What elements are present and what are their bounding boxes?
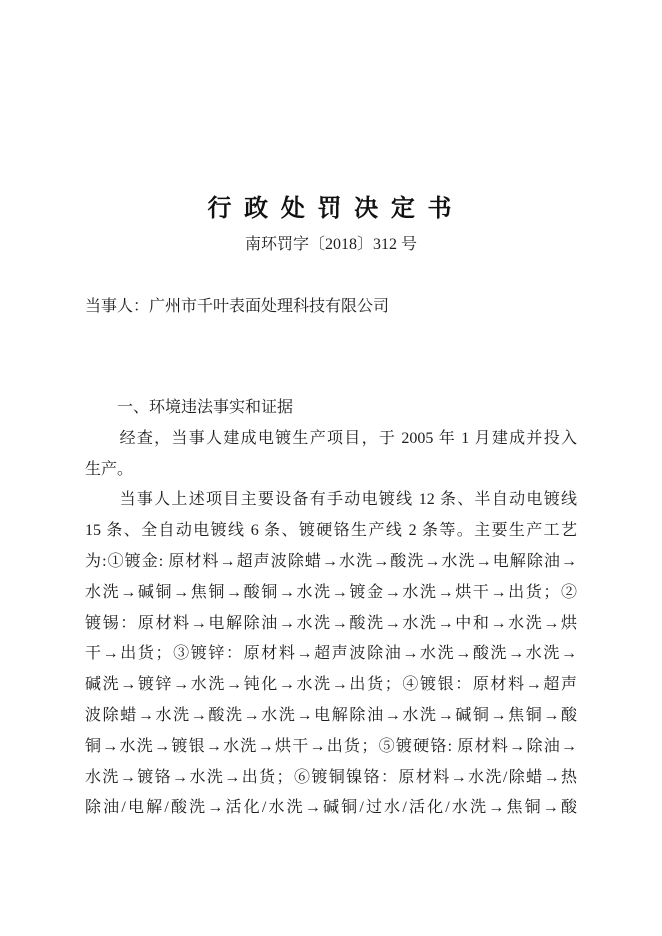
document-line: 经查，当事人建成电镀生产项目，于 2005 年 1 月建成并投入 <box>85 429 577 447</box>
document-line: 碱洗→镀锌→水洗→钝化→水洗→出货；④镀银：原材料→超声 <box>85 676 577 694</box>
document-line: 水洗→碱铜→焦铜→酸铜→水洗→镀金→水洗→烘干→出货；② <box>85 583 577 601</box>
document-line: 铜→水洗→镀银→水洗→烘干→出货；⑤镀硬铬: 原材料→除油→ <box>85 737 577 755</box>
document-line: 水洗→镀铬→水洗→出货；⑥镀铜镍铬：原材料→水洗/除蜡→热 <box>85 768 577 786</box>
document-line: 生产。 <box>85 460 134 478</box>
party-line: 当事人：广州市千叶表面处理科技有限公司 <box>85 298 390 315</box>
document-line: 一、环境违法事实和证据 <box>85 399 294 416</box>
document-line: 当事人上述项目主要设备有手动电镀线 12 条、半自动电镀线 <box>85 491 577 509</box>
document-line: 波除蜡→水洗→酸洗→水洗→电解除油→水洗→碱铜→焦铜→酸 <box>85 706 577 724</box>
document-title: 行 政 处 罚 决 定 书 <box>207 195 455 222</box>
document-line: 除油/电解/酸洗→活化/水洗→碱铜/过水/活化/水洗→焦铜→酸 <box>85 799 577 817</box>
document-body <box>85 393 577 824</box>
document-line: 镀锡：原材料→电解除油→水洗→酸洗→水洗→中和→水洗→烘 <box>85 614 577 632</box>
document-line: 为:①镀金: 原材料→超声波除蜡→水洗→酸洗→水洗→电解除油→ <box>85 552 577 570</box>
document-number: 南环罚字〔2018〕312 号 <box>244 236 417 253</box>
document-line: 干→出货；③镀锌：原材料→超声波除油→水洗→酸洗→水洗→ <box>85 645 577 663</box>
document-line: 15 条、全自动电镀线 6 条、镀硬铬生产线 2 条等。主要生产工艺 <box>85 522 577 540</box>
